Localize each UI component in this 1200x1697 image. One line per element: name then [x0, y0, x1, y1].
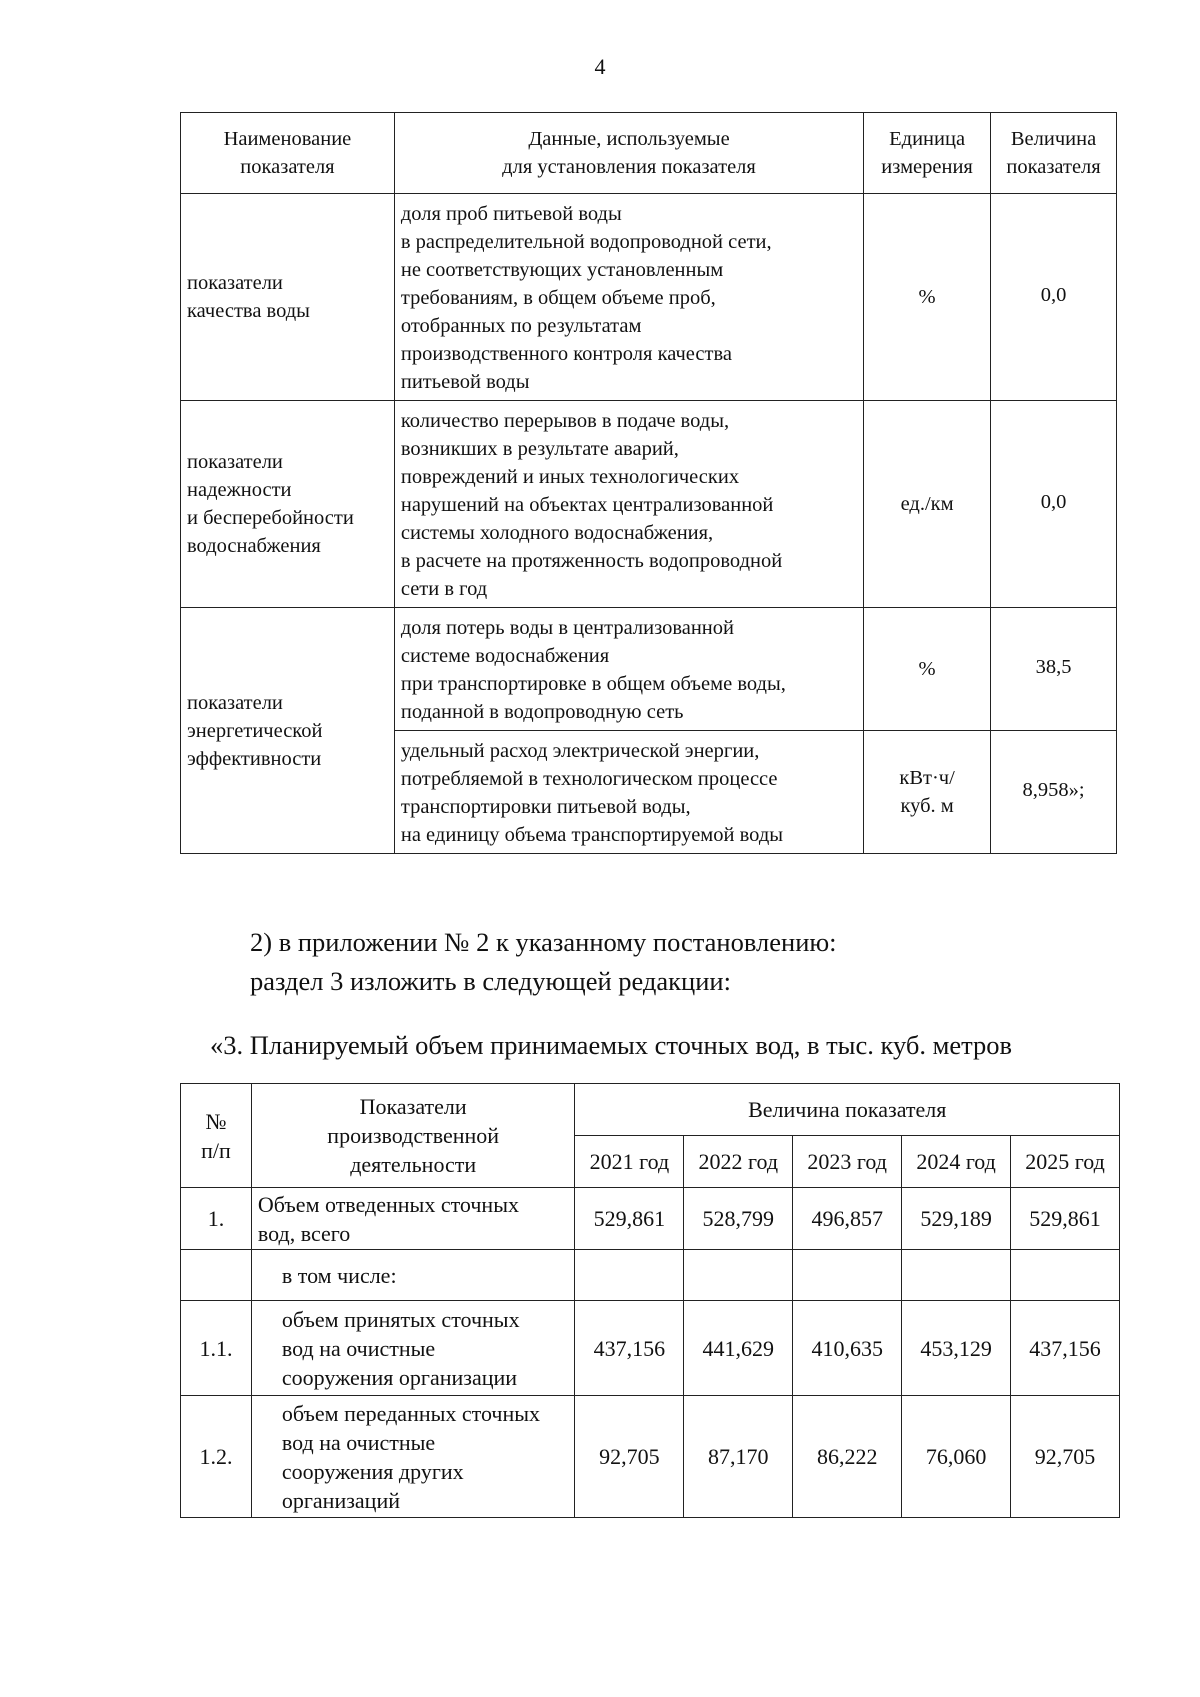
cell-line: поданной в водопроводную сеть — [400, 701, 684, 723]
cell-line: не соответствующих установленным — [400, 259, 724, 281]
cell-line: Объем отведенных сточных — [257, 1191, 519, 1217]
indicator-name-cell — [181, 194, 395, 401]
value-cell: 38,5 — [991, 608, 1117, 731]
cell-line: показатели — [187, 691, 283, 714]
indicator-data-cell — [394, 608, 863, 731]
header-line: п/п — [201, 1137, 231, 1163]
table-row — [181, 194, 1117, 401]
table-row — [181, 1396, 1120, 1518]
cell-line: при транспортировке в общем объеме воды, — [400, 673, 786, 695]
unit-cell: ед./км — [864, 401, 991, 608]
value-cell: 437,156 — [1011, 1301, 1120, 1396]
value-cell: 87,170 — [684, 1396, 793, 1518]
unit-cell — [864, 731, 991, 854]
cell-line: производственного контроля качества — [400, 343, 732, 365]
cell-line: транспортировки питьевой воды, — [400, 796, 691, 818]
table1-header-value — [991, 113, 1117, 194]
cell-line: водоснабжения — [187, 535, 321, 557]
cell-line: в распределительной водопроводной сети, — [400, 231, 772, 253]
year-header: 2024 год — [902, 1136, 1011, 1188]
cell-line: качества воды — [187, 300, 310, 322]
year-header: 2025 год — [1011, 1136, 1120, 1188]
quality-indicators-table — [180, 112, 1117, 854]
cell-line: организаций — [281, 1487, 401, 1513]
cell-line: объем принятых сточных — [281, 1306, 520, 1332]
header-line: № — [205, 1108, 227, 1134]
cell-line: удельный расход электрической энергии, — [400, 740, 760, 762]
indicator-name-cell — [181, 401, 395, 608]
table-row — [181, 1250, 1120, 1301]
cell-line: кВт·ч/ — [899, 767, 955, 789]
cell-line: доля потерь воды в централизованной — [400, 617, 734, 639]
cell-line: энергетической — [187, 719, 323, 742]
header-line: Величина — [1010, 128, 1097, 150]
header-line: Данные, используемые — [528, 128, 730, 150]
header-line: измерения — [881, 156, 973, 178]
indicator-name-cell — [181, 608, 395, 854]
value-cell: 529,189 — [902, 1188, 1011, 1250]
cell-line: и бесперебойности — [187, 507, 354, 529]
value-cell: 0,0 — [991, 401, 1117, 608]
table-row — [181, 608, 1117, 731]
table-row — [181, 1188, 1120, 1250]
value-cell: 0,0 — [991, 194, 1117, 401]
cell-line: в расчете на протяженность водопроводной — [400, 550, 783, 572]
cell-line: эффективности — [187, 747, 322, 770]
value-cell: 437,156 — [575, 1301, 684, 1396]
table1-header-unit — [864, 113, 991, 194]
value-cell — [1011, 1250, 1120, 1301]
year-header: 2023 год — [793, 1136, 902, 1188]
indicator-cell: в том числе: — [251, 1250, 575, 1301]
row-number: 1.1. — [181, 1301, 252, 1396]
cell-line: объем переданных сточных — [281, 1400, 541, 1426]
cell-line: системы холодного водоснабжения, — [400, 522, 714, 544]
table2-header-indicator — [251, 1084, 575, 1188]
value-cell: 496,857 — [793, 1188, 902, 1250]
table-row — [181, 401, 1117, 608]
value-cell — [902, 1250, 1011, 1301]
header-line: показателя — [1006, 156, 1101, 178]
indicator-cell — [251, 1301, 575, 1396]
header-line: для установления показателя — [502, 156, 756, 178]
year-header: 2021 год — [575, 1136, 684, 1188]
value-cell: 529,861 — [575, 1188, 684, 1250]
row-number: 1. — [181, 1188, 252, 1250]
value-cell — [684, 1250, 793, 1301]
header-line: Единица — [889, 128, 966, 150]
header-line: показателя — [240, 156, 335, 178]
cell-line: сооружения организации — [281, 1364, 518, 1390]
value-cell: 529,861 — [1011, 1188, 1120, 1250]
indicator-cell — [251, 1396, 575, 1518]
value-cell: 441,629 — [684, 1301, 793, 1396]
page-number: 4 — [594, 54, 606, 79]
cell-line: на единицу объема транспортируемой воды — [400, 824, 784, 846]
value-cell: 86,222 — [793, 1396, 902, 1518]
section-title: «3. Планируемый объем принимаемых сточных вод, в тыс. куб. метров — [210, 1030, 1013, 1060]
value-cell: 410,635 — [793, 1301, 902, 1396]
indicator-data-cell — [394, 401, 863, 608]
indicator-cell — [251, 1188, 575, 1250]
cell-line: требованиям, в общем объеме проб, — [400, 287, 716, 309]
table-row — [181, 1301, 1120, 1396]
indicator-data-cell — [394, 194, 863, 401]
cell-line: показатели — [187, 272, 283, 294]
cell-line: отобранных по результатам — [400, 315, 642, 337]
cell-line: нарушений на объектах централизованной — [400, 494, 774, 516]
row-number: 1.2. — [181, 1396, 252, 1518]
value-cell: 8,958»; — [991, 731, 1117, 854]
header-line: производственной — [327, 1123, 500, 1148]
unit-cell: % — [864, 194, 991, 401]
header-line: Показатели — [359, 1094, 467, 1119]
cell-line: вод, всего — [257, 1220, 351, 1246]
cell-line: показатели — [187, 451, 283, 473]
value-cell: 76,060 — [902, 1396, 1011, 1518]
cell-line: сети в год — [400, 578, 488, 600]
cell-line: системе водоснабжения — [400, 645, 610, 667]
cell-line: возникших в результате аварий, — [400, 438, 679, 460]
wastewater-volume-table — [180, 1083, 1120, 1518]
cell-line: питьевой воды — [400, 371, 530, 393]
year-header: 2022 год — [684, 1136, 793, 1188]
amendment-paragraph: 2) в приложении № 2 к указанному постановлению: — [250, 927, 837, 957]
cell-line: вод на очистные — [281, 1429, 436, 1455]
table2-header-row — [181, 1084, 1120, 1136]
table1-header-row — [181, 113, 1117, 194]
cell-line: сооружения других — [281, 1458, 464, 1484]
table2-header-num — [181, 1084, 252, 1188]
header-line: Наименование — [223, 128, 352, 150]
cell-line: вод на очистные — [281, 1335, 436, 1361]
amendment-paragraph: раздел 3 изложить в следующей редакции: — [250, 966, 731, 996]
cell-line: потребляемой в технологическом процессе — [400, 768, 778, 790]
value-cell — [793, 1250, 902, 1301]
value-cell: 528,799 — [684, 1188, 793, 1250]
table1-header-name — [181, 113, 395, 194]
cell-line: надежности — [187, 479, 292, 501]
cell-line: доля проб питьевой воды — [400, 203, 622, 225]
value-cell — [575, 1250, 684, 1301]
header-line: деятельности — [350, 1152, 477, 1177]
value-cell: 453,129 — [902, 1301, 1011, 1396]
table2-header-value-group: Величина показателя — [575, 1084, 1120, 1136]
cell-line: количество перерывов в подаче воды, — [400, 410, 730, 432]
cell-line: куб. м — [900, 795, 954, 817]
value-cell: 92,705 — [575, 1396, 684, 1518]
value-cell: 92,705 — [1011, 1396, 1120, 1518]
table1-header-data — [394, 113, 863, 194]
cell-line: повреждений и иных технологических — [400, 466, 740, 488]
row-number — [181, 1250, 252, 1301]
indicator-data-cell — [394, 731, 863, 854]
unit-cell: % — [864, 608, 991, 731]
